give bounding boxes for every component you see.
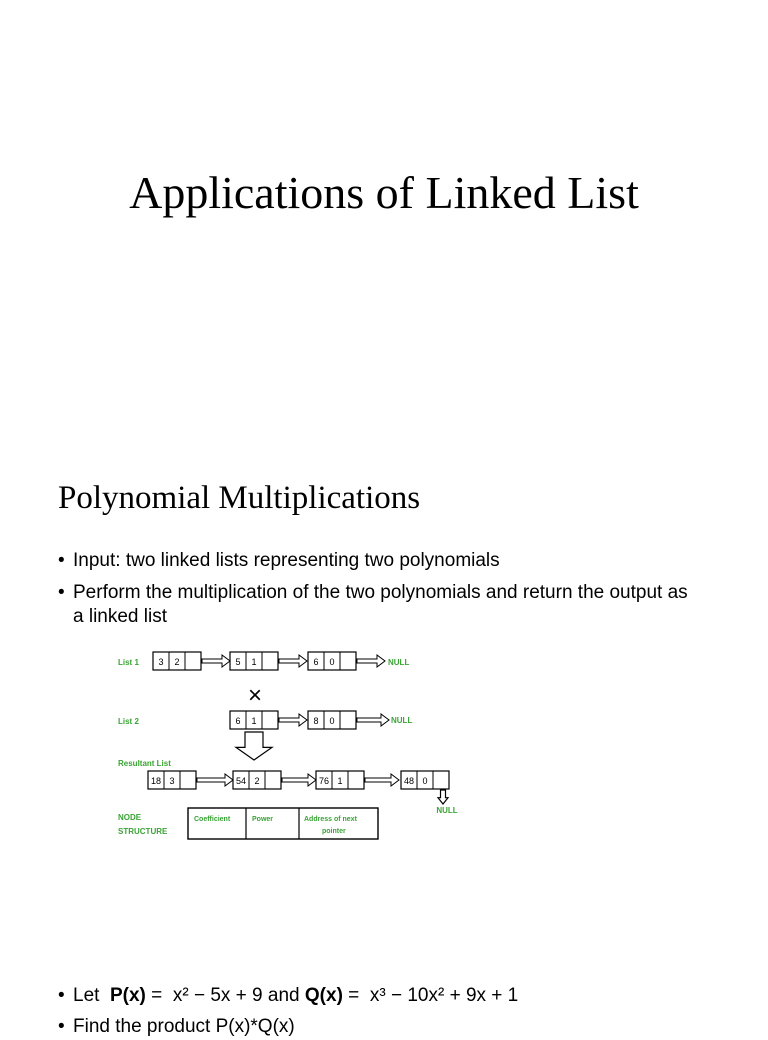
- result-null: NULL: [436, 806, 458, 815]
- bullet-dot: •: [58, 1016, 65, 1037]
- node-field-coefficient: Coefficient: [194, 816, 231, 823]
- list1-arrow: [202, 655, 230, 667]
- result-node-coefficient: 48: [403, 776, 415, 786]
- node-structure-label: STRUCTURE: [118, 827, 168, 836]
- result-arrow: [197, 774, 233, 786]
- result-label: Resultant List: [118, 759, 171, 768]
- section-title: Polynomial Multiplications: [58, 480, 421, 516]
- list2-node-coefficient: 6: [235, 716, 241, 726]
- bullet-dot: •: [58, 550, 65, 571]
- diagram-canvas: [110, 638, 490, 848]
- list1-arrow: [279, 655, 307, 667]
- node-field-pointer: pointer: [322, 828, 346, 835]
- list1-node-coefficient: 6: [313, 657, 319, 667]
- result-node-coefficient: 54: [235, 776, 247, 786]
- result-arrow: [282, 774, 316, 786]
- result-node-coefficient: 76: [318, 776, 330, 786]
- q-name: Q(x): [304, 985, 343, 1006]
- list1-node-power: 0: [329, 657, 335, 667]
- list2-node-power: 1: [251, 716, 257, 726]
- equals-sign: =: [151, 985, 163, 1006]
- find-product-text: Find the product P(x)*Q(x): [73, 1016, 295, 1037]
- list2-null: NULL: [391, 716, 413, 725]
- and-word: and: [267, 985, 300, 1006]
- bullet-find-product: [58, 1014, 768, 1040]
- result-arrow: [365, 774, 399, 786]
- list1-node-coefficient: 3: [158, 657, 164, 667]
- slide-title: Applications of Linked List: [129, 167, 639, 218]
- q-expression: x³ − 10x² + 9x + 1: [369, 985, 519, 1006]
- node-structure-box: [188, 808, 378, 839]
- p-expression: x² − 5x + 9: [172, 985, 263, 1006]
- list1-node-power: 2: [174, 657, 180, 667]
- bullet-input: [58, 549, 698, 573]
- multiply-symbol: ×: [247, 682, 263, 709]
- result-down-arrow: [236, 732, 272, 760]
- result-node-power: 1: [337, 776, 343, 786]
- list1-null: NULL: [388, 658, 410, 667]
- list2-arrow: [279, 714, 307, 726]
- linked-list-diagram: [110, 638, 490, 848]
- result-node-power: 2: [254, 776, 260, 786]
- bullet-dot: •: [58, 985, 65, 1006]
- list2-node-coefficient: 8: [313, 716, 319, 726]
- result-node-power: 3: [169, 776, 175, 786]
- node-structure-label: NODE: [118, 813, 142, 822]
- list2-arrow: [357, 714, 389, 726]
- list1-node-power: 1: [251, 657, 257, 667]
- result-null-arrow: [438, 790, 448, 804]
- list1-arrow: [357, 655, 385, 667]
- list1-label: List 1: [118, 658, 139, 667]
- bullet-list: [58, 549, 698, 637]
- bullet-text: Perform the multiplication of the two polynomials and return the output as a linked list: [73, 582, 688, 627]
- equals-sign: =: [348, 985, 360, 1006]
- equation-bullets: [58, 983, 758, 1009]
- bullet-let: [58, 983, 758, 1009]
- bullet-dot: •: [58, 582, 65, 603]
- let-word: Let: [73, 985, 100, 1006]
- result-node-coefficient: 18: [150, 776, 162, 786]
- node-field-power: Power: [252, 816, 274, 823]
- p-name: P(x): [109, 985, 146, 1006]
- bullet-text: Input: two linked lists representing two polynomials: [73, 550, 500, 571]
- bullet-perform: [58, 581, 698, 629]
- list2-node-power: 0: [329, 716, 335, 726]
- list1-node-coefficient: 5: [235, 657, 241, 667]
- result-node-power: 0: [422, 776, 428, 786]
- node-field-address: Address of next: [304, 816, 357, 823]
- list2-label: List 2: [118, 717, 139, 726]
